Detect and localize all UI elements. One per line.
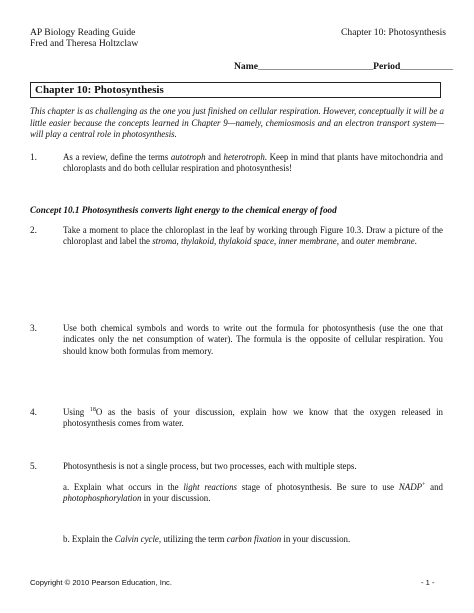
q5a-and: and	[425, 482, 443, 492]
q2-text-b: , and	[336, 236, 357, 247]
q5b-mid: , utilizing the term	[158, 534, 227, 544]
question-2-text	[63, 225, 443, 248]
page-number: - 1 -	[421, 578, 435, 587]
q5a-end: in your discussion.	[141, 493, 211, 504]
q1-text-b: and	[205, 152, 224, 162]
question-3-number: 3.	[30, 323, 37, 333]
isotope-superscript: 18	[89, 407, 96, 414]
course-title: AP Biology Reading Guide	[30, 27, 136, 38]
question-2-number: 2.	[30, 225, 37, 235]
nadp-superscript: +	[422, 482, 426, 489]
name-period-line	[234, 61, 453, 72]
q5b-end: in your discussion.	[281, 534, 351, 544]
chapter-title-box	[30, 82, 441, 98]
question-4-number: 4.	[30, 407, 37, 417]
question-5b-text	[63, 534, 443, 545]
term-light-reactions: light reactions	[183, 482, 238, 492]
q4-text-b: O as the basis of your discussion, explain how we know that the oxygen released in photosynthesis comes from water.	[63, 407, 443, 429]
name-label: Name	[234, 61, 258, 72]
q1-text-a: As a review, define the terms	[63, 152, 171, 162]
q2-text-a: Take a moment to place the chloroplast in the leaf by working through Figure 10.3. Draw a picture of the chloroplast and label the	[63, 225, 443, 247]
q1-text-c: . Keep in mind that plants have mitochondria and chloroplasts and do both cellular respiration and photosynthesis!	[63, 152, 443, 174]
header-chapter: Chapter 10: Photosynthesis	[341, 27, 446, 38]
question-1-text	[63, 152, 443, 175]
q5b-prefix: b. Explain the	[63, 534, 115, 544]
term-autotroph: autotroph	[170, 152, 206, 162]
chapter-title: Chapter 10: Photosynthesis	[35, 84, 164, 96]
question-1-number: 1.	[30, 152, 37, 162]
question-4-text	[63, 407, 443, 430]
period-label: Period	[373, 61, 401, 72]
q5a-prefix: a. Explain what occurs in the	[63, 482, 184, 492]
question-5a-text	[63, 482, 443, 505]
authors: Fred and Theresa Holtzclaw	[30, 38, 139, 49]
term-nadp: NADP	[398, 482, 423, 492]
term-calvin-cycle: Calvin cycle	[114, 534, 159, 544]
term-heterotroph: heterotroph	[223, 152, 265, 162]
q5a-mid: stage of photosynthesis. Be sure to use	[237, 482, 399, 492]
term-outer-membrane: outer membrane	[356, 236, 415, 247]
question-3-text: Use both chemical symbols and words to write out the formula for photosynthesis (use the one that indicates only the net consumption of water). The formula is the opposite of cellular respiration. You should know both formulas from memory.	[63, 323, 443, 356]
q4-text-a: Using	[63, 407, 90, 417]
period-field[interactable]: ___________	[400, 61, 454, 72]
concept-heading: Concept 10.1 Photosynthesis converts light energy to the chemical energy of food	[30, 205, 337, 215]
term-photophosphorylation: photophosphorylation	[63, 493, 142, 504]
intro-paragraph: This chapter is as challenging as the one you just finished on cellular respiration. However, conceptually it will be a little easier because the concepts learned in Chapter 9—namely, chemiosmosis and an electron transport system—will play a central role in photosynthesis.	[30, 106, 444, 139]
name-field[interactable]: ________________________	[257, 61, 374, 72]
q2-terms: stroma, thylakoid, thylakoid space, inner membrane	[152, 236, 337, 247]
q2-text-c: .	[414, 236, 417, 247]
question-5-number: 5.	[30, 461, 37, 471]
term-carbon-fixation: carbon fixation	[226, 534, 282, 544]
copyright: Copyright © 2010 Pearson Education, Inc.	[30, 578, 172, 587]
question-5-text: Photosynthesis is not a single process, but two processes, each with multiple steps.	[63, 461, 357, 471]
